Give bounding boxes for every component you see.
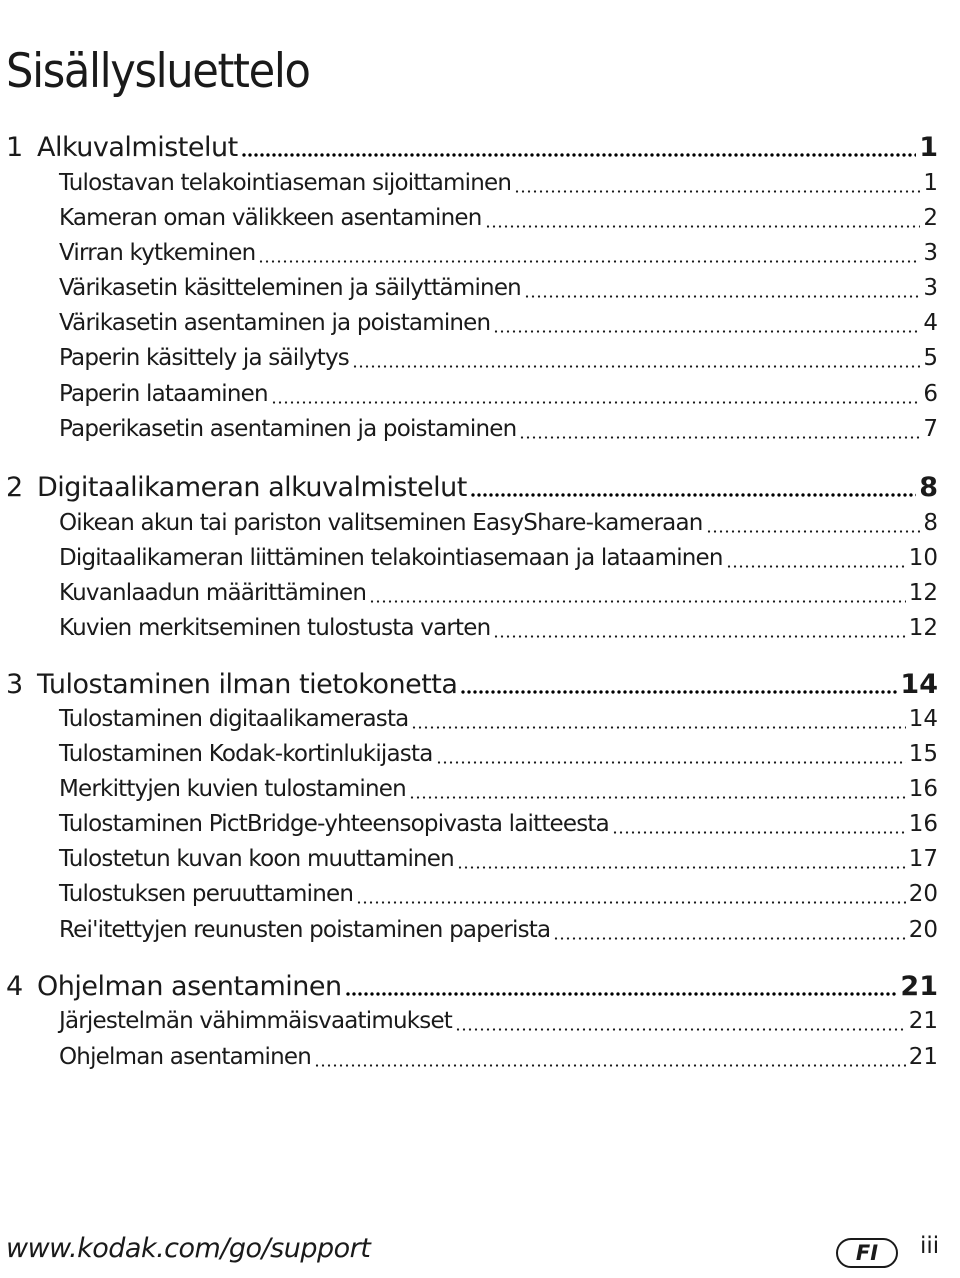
section-title: Tulostaminen PictBridge-yhteensopivasta laitteesta bbox=[59, 811, 609, 837]
dot-leader bbox=[271, 401, 921, 404]
toc-section-entry[interactable] bbox=[59, 772, 938, 807]
toc-section-entry[interactable] bbox=[59, 166, 938, 201]
toc-section-entry[interactable] bbox=[59, 576, 938, 611]
toc-section-entry[interactable] bbox=[59, 702, 938, 737]
toc-chapter-entry[interactable] bbox=[6, 969, 938, 1005]
toc-section-entry[interactable] bbox=[59, 877, 938, 912]
dot-leader bbox=[241, 153, 917, 157]
toc-page-number: 21 bbox=[908, 1044, 938, 1070]
page-number: iii bbox=[920, 1233, 940, 1259]
section-title: Ohjelman asentaminen bbox=[59, 1044, 312, 1070]
section-title: Digitaalikameran liittäminen telakointiasemaan ja lataaminen bbox=[59, 545, 723, 571]
dot-leader bbox=[258, 260, 920, 263]
chapter-number: 4 bbox=[6, 971, 24, 1002]
chapter-title: Digitaalikameran alkuvalmistelut bbox=[37, 472, 467, 503]
section-title: Virran kytkeminen bbox=[59, 240, 256, 266]
toc-chapter-entry[interactable] bbox=[6, 667, 938, 703]
dot-leader bbox=[485, 225, 921, 228]
dot-leader bbox=[493, 330, 920, 333]
section-title: Merkittyjen kuvien tulostaminen bbox=[59, 776, 406, 802]
toc-page-number: 6 bbox=[923, 381, 938, 407]
dot-leader bbox=[519, 436, 920, 439]
dot-leader bbox=[470, 493, 916, 497]
section-title: Tulostavan telakointiaseman sijoittaminen bbox=[59, 170, 512, 196]
toc-page-number: 15 bbox=[908, 741, 938, 767]
toc-section-entry[interactable] bbox=[59, 913, 938, 948]
toc-page-number: 1 bbox=[923, 170, 938, 196]
chapter-title: Alkuvalmistelut bbox=[37, 132, 238, 163]
dot-leader bbox=[345, 992, 898, 996]
section-title: Värikasetin käsitteleminen ja säilyttäminen bbox=[59, 275, 521, 301]
toc-section-entry[interactable] bbox=[59, 412, 938, 447]
chapter-number: 2 bbox=[6, 472, 24, 503]
dot-leader bbox=[352, 365, 920, 368]
section-title: Järjestelmän vähimmäisvaatimukset bbox=[59, 1008, 453, 1034]
toc-section-entry[interactable] bbox=[59, 341, 938, 376]
toc-page-number: 12 bbox=[908, 615, 938, 641]
dot-leader bbox=[455, 1028, 906, 1031]
dot-leader bbox=[493, 635, 905, 638]
toc-page-number: 20 bbox=[908, 917, 938, 943]
dot-leader bbox=[314, 1064, 906, 1067]
toc-section-entry[interactable] bbox=[59, 737, 938, 772]
toc-page-number: 21 bbox=[900, 971, 938, 1002]
toc-section-entry[interactable] bbox=[59, 1040, 938, 1075]
section-title: Oikean akun tai pariston valitseminen EasyShare-kameraan bbox=[59, 510, 703, 536]
chapter-title: Tulostaminen ilman tietokonetta bbox=[37, 669, 458, 700]
dot-leader bbox=[411, 726, 905, 729]
page-title: Sisällysluettelo bbox=[6, 44, 310, 99]
toc-section-entry[interactable] bbox=[59, 201, 938, 236]
dot-leader bbox=[409, 796, 906, 799]
section-title: Kameran oman välikkeen asentaminen bbox=[59, 205, 482, 231]
toc-section-entry[interactable] bbox=[59, 1004, 938, 1039]
dot-leader bbox=[514, 190, 920, 193]
dot-leader bbox=[436, 761, 906, 764]
section-title: Paperikasetin asentaminen ja poistaminen bbox=[59, 416, 517, 442]
toc-page-number: 3 bbox=[923, 240, 938, 266]
toc-chapter-entry[interactable] bbox=[6, 130, 938, 166]
toc-section-entry[interactable] bbox=[59, 506, 938, 541]
dot-leader bbox=[524, 295, 920, 298]
toc-page-number: 21 bbox=[908, 1008, 938, 1034]
toc-page-number: 14 bbox=[900, 669, 938, 700]
section-title: Värikasetin asentaminen ja poistaminen bbox=[59, 310, 491, 336]
dot-leader bbox=[356, 901, 906, 904]
chapter-title: Ohjelman asentaminen bbox=[37, 971, 342, 1002]
dot-leader bbox=[553, 937, 905, 940]
dot-leader bbox=[369, 600, 906, 603]
section-title: Kuvanlaadun määrittäminen bbox=[59, 580, 367, 606]
section-title: Tulostuksen peruuttaminen bbox=[59, 881, 354, 907]
toc-page-number: 16 bbox=[908, 811, 938, 837]
toc-page-number: 7 bbox=[923, 416, 938, 442]
section-title: Paperin lataaminen bbox=[59, 381, 268, 407]
section-title: Rei'itettyjen reunusten poistaminen paperista bbox=[59, 917, 551, 943]
toc-section-entry[interactable] bbox=[59, 236, 938, 271]
toc-page-number: 4 bbox=[923, 310, 938, 336]
section-title: Tulostetun kuvan koon muuttaminen bbox=[59, 846, 454, 872]
toc-section-entry[interactable] bbox=[59, 377, 938, 412]
toc-page-number: 12 bbox=[908, 580, 938, 606]
toc-page-number: 1 bbox=[919, 132, 938, 163]
toc-page-number: 17 bbox=[908, 846, 938, 872]
toc-page-number: 16 bbox=[908, 776, 938, 802]
toc-page-number: 2 bbox=[923, 205, 938, 231]
dot-leader bbox=[460, 690, 897, 694]
toc-section-entry[interactable] bbox=[59, 306, 938, 341]
section-title: Kuvien merkitseminen tulostusta varten bbox=[59, 615, 491, 641]
chapter-number: 1 bbox=[6, 132, 24, 163]
dot-leader bbox=[612, 831, 906, 834]
toc-page-number: 3 bbox=[923, 275, 938, 301]
toc-chapter-entry[interactable] bbox=[6, 470, 938, 506]
section-title: Paperin käsittely ja säilytys bbox=[59, 345, 349, 371]
toc-page-number: 5 bbox=[923, 345, 938, 371]
dot-leader bbox=[457, 866, 906, 869]
section-title: Tulostaminen digitaalikamerasta bbox=[59, 706, 409, 732]
chapter-number: 3 bbox=[6, 669, 24, 700]
section-title: Tulostaminen Kodak-kortinlukijasta bbox=[59, 741, 433, 767]
toc-page-number: 8 bbox=[923, 510, 938, 536]
toc-page-number: 14 bbox=[908, 706, 938, 732]
toc-section-entry[interactable] bbox=[59, 842, 938, 877]
toc-page-number: 20 bbox=[908, 881, 938, 907]
toc-section-entry[interactable] bbox=[59, 541, 938, 576]
support-url-link[interactable]: www.kodak.com/go/support bbox=[6, 1233, 371, 1264]
language-badge: FI bbox=[836, 1238, 898, 1268]
dot-leader bbox=[726, 565, 906, 568]
toc-section-entry[interactable] bbox=[59, 807, 938, 842]
toc-page-number: 8 bbox=[919, 472, 938, 503]
toc-section-entry[interactable] bbox=[59, 611, 938, 646]
dot-leader bbox=[706, 530, 921, 533]
toc-page-number: 10 bbox=[908, 545, 938, 571]
toc-section-entry[interactable] bbox=[59, 271, 938, 306]
